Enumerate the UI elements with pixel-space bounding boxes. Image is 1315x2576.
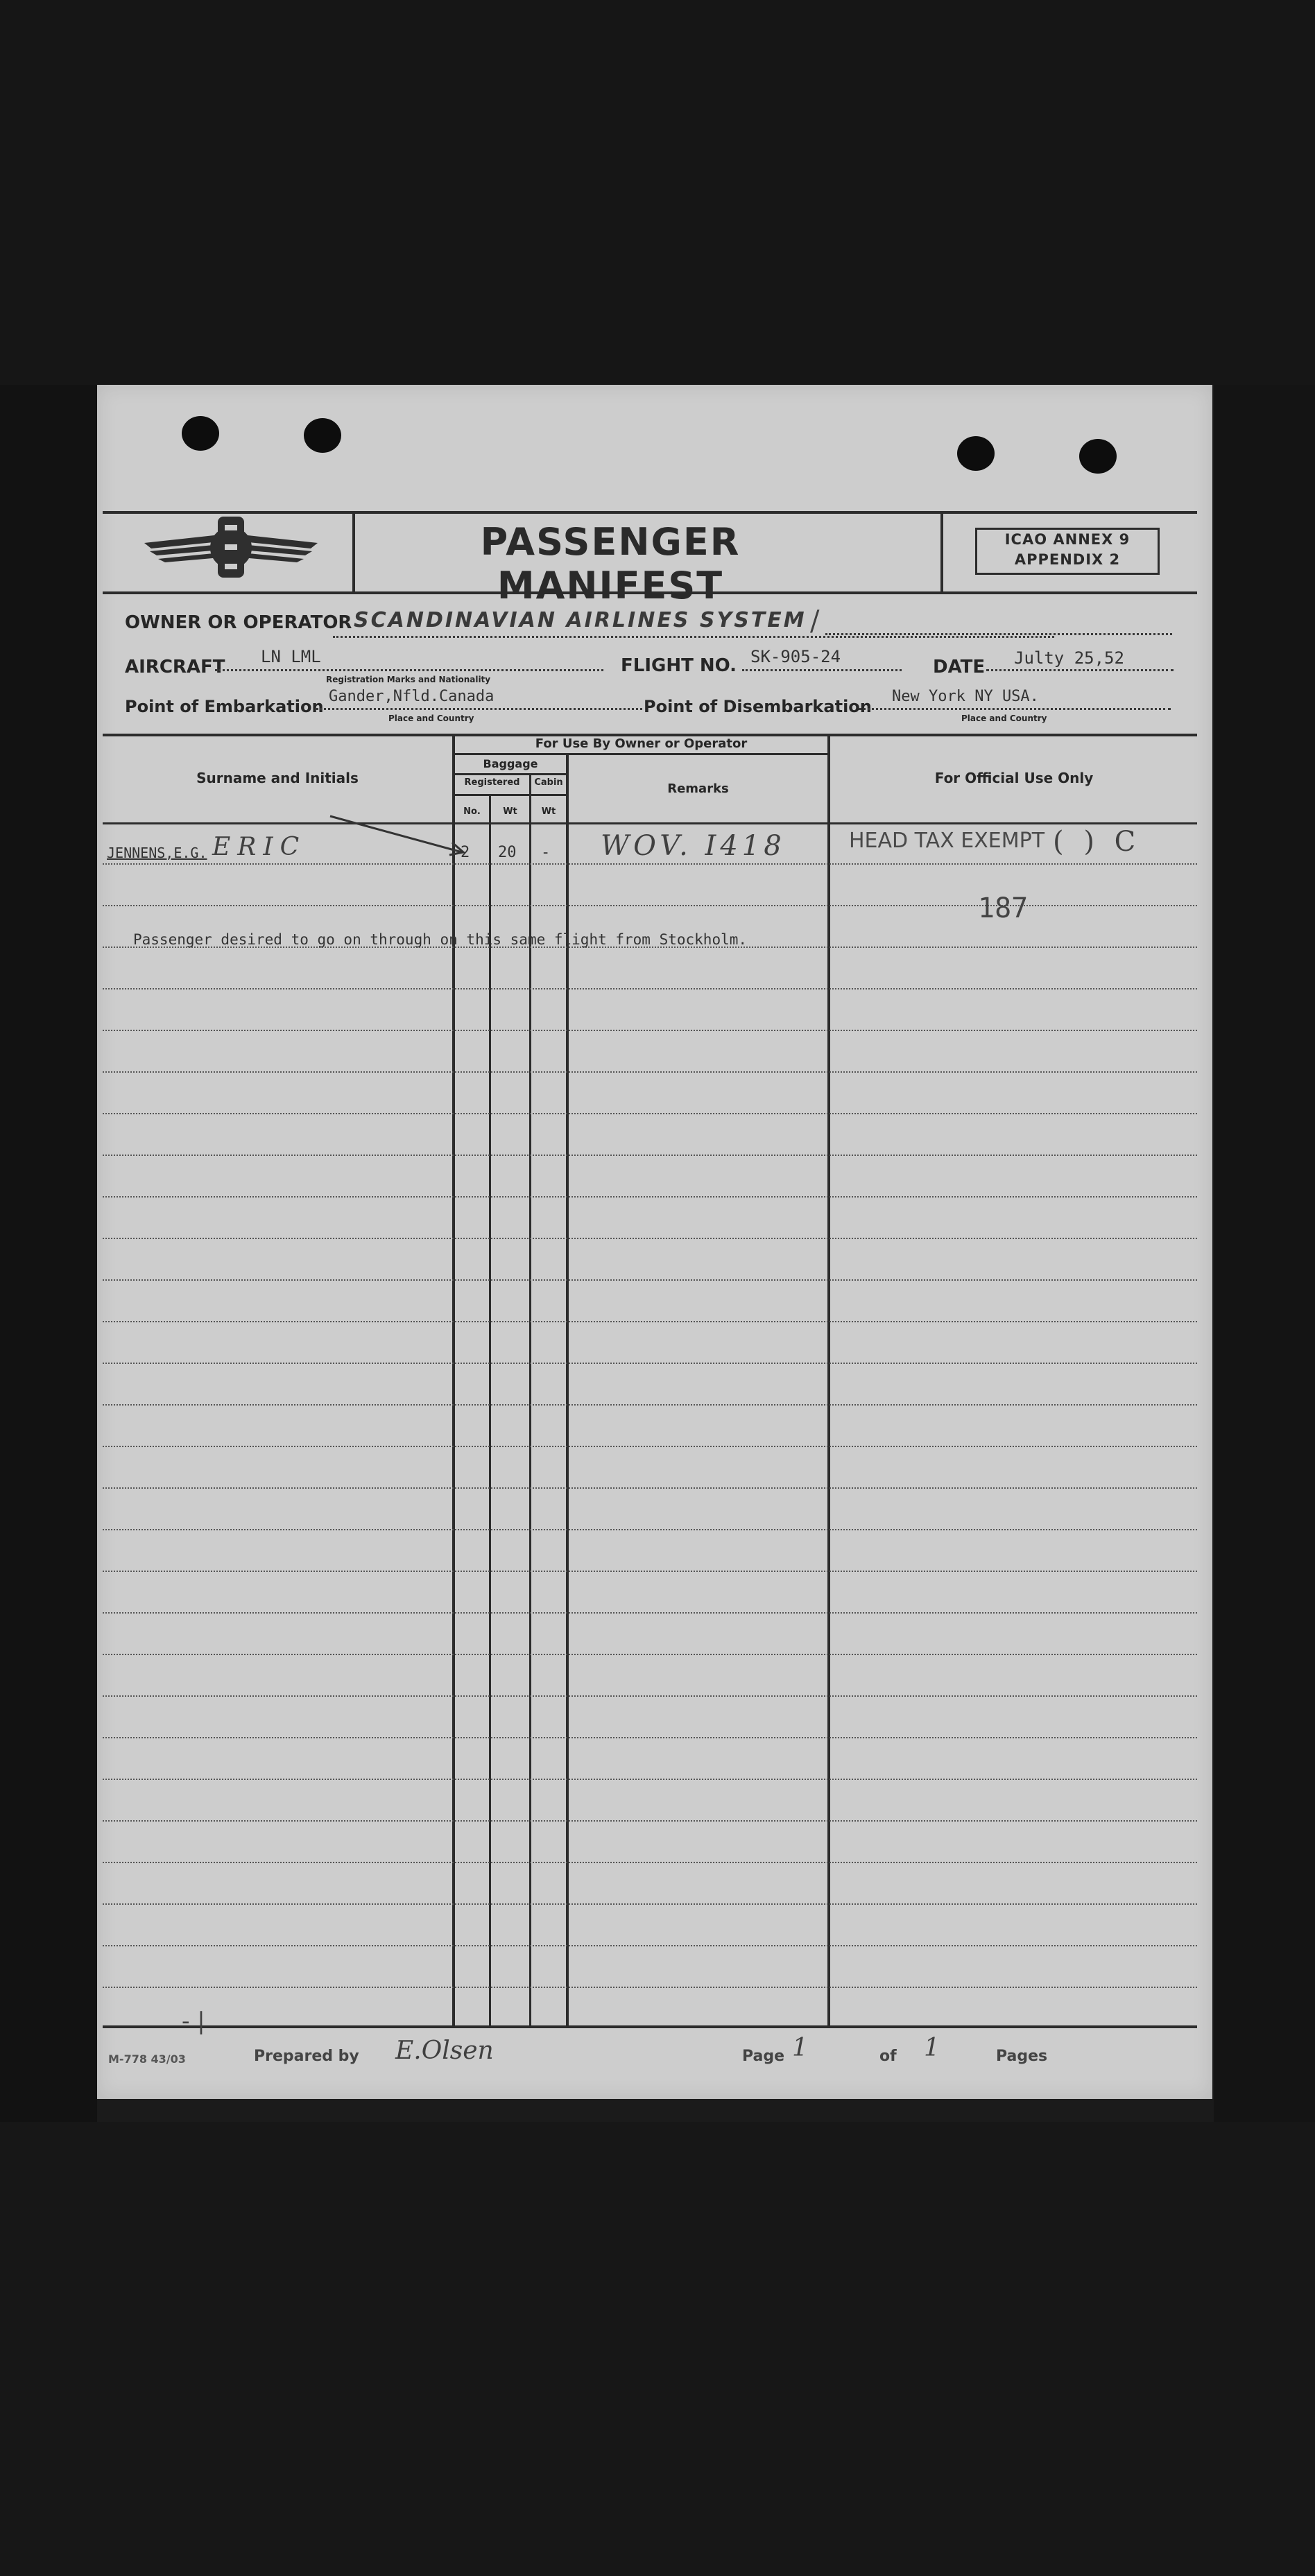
of-label: of [879,2048,897,2065]
baggage-count: 2 [461,844,470,861]
stray-mark: - | [182,2007,205,2035]
column-divider [452,734,455,2028]
disembarkation-label: Point of Disembarkation [644,697,872,716]
scan-border-right [1214,385,1315,2122]
baggage-weight: 20 [498,844,517,861]
aircraft-value: LN LML [261,647,321,666]
baggage-header: Baggage [483,757,538,770]
official-stamp: HEAD TAX EXEMPT [849,829,1045,853]
owner-operator-label: OWNER OR OPERATOR [125,612,352,633]
remarks-header: Remarks [667,781,729,796]
disembarkation-line [859,708,1171,710]
table-header-rule [103,822,1197,824]
cabin-header: Cabin [534,777,563,788]
punch-hole [957,436,995,471]
scan-border-bottom [0,2122,1315,2576]
icao-reference-box [975,528,1160,575]
cabin-weight: - [541,844,551,861]
reg-no-header: No. [463,806,481,817]
passenger-first-name: ERIC [212,833,307,861]
page-label: Page [742,2048,785,2065]
preparer-signature: E.Olsen [395,2037,494,2065]
official-use-header: For Official Use Only [934,770,1094,786]
owner-operator-value: SCANDINAVIAN AIRLINES SYSTEM [354,608,807,632]
registered-header: Registered [464,777,520,788]
place-country-note: Place and Country [388,714,474,723]
handwritten-slash: / [810,605,820,637]
aircraft-line [215,669,603,671]
scan-border-left [0,385,97,2122]
header-divider [352,511,355,593]
punch-hole [304,418,341,453]
aircraft-label: AIRCRAFT [125,657,225,677]
owner-line-extension [825,633,1172,635]
embarkation-value: Gander,Nfld.Canada [329,688,495,705]
reg-wt-header: Wt [503,806,517,817]
prepared-by-label: Prepared by [254,2048,359,2065]
punch-hole [1079,439,1117,474]
embarkation-line [316,708,642,710]
page-number: 1 [792,2034,808,2062]
column-divider [827,734,830,2028]
date-line [986,669,1174,671]
page-total: 1 [924,2034,940,2062]
pages-label: Pages [996,2048,1048,2065]
owner-line [333,636,1054,638]
punch-hole [182,416,219,451]
header-divider [940,511,943,593]
registration-note: Registration Marks and Nationality [326,675,491,684]
embarkation-label: Point of Embarkation [125,697,324,716]
manifest-sheet [97,385,1212,2099]
scan-border-top [0,0,1315,385]
flight-line [742,669,902,671]
owner-use-header: For Use By Owner or Operator [535,736,748,751]
cabin-wt-header: Wt [541,806,556,817]
airline-logo [137,510,325,586]
remarks-value: WOV. I418 [601,830,786,862]
column-divider [489,794,491,2028]
icao-appendix-text: APPENDIX 2 [1014,551,1121,568]
disembarkation-value: New York NY USA. [892,688,1039,705]
flight-no-label: FLIGHT NO. [621,655,737,676]
header-sub-rule [452,753,827,755]
place-country-note: Place and Country [961,714,1047,723]
date-value: Julty 25,52 [1014,648,1124,668]
form-title: PASSENGER MANIFEST [480,520,741,607]
header-sub-rule [452,794,566,796]
surname-header: Surname and Initials [196,770,359,786]
stamped-counter: 187 [978,892,1029,924]
passenger-note: Passenger desired to go on through on this same flight from Stockholm. [133,931,748,948]
icao-annex-text: ICAO ANNEX 9 [1004,531,1131,548]
official-mark: ( ) C [1053,826,1142,858]
passenger-surname: JENNENS,E.G. [107,845,207,861]
table-bottom-rule [103,2025,1197,2028]
form-number: M-778 43/03 [108,2052,186,2066]
date-label: DATE [933,657,986,677]
column-divider [529,773,531,2028]
flight-no-value: SK-905-24 [750,647,841,666]
handwritten-arrow [326,808,472,863]
header-sub-rule [452,773,566,775]
